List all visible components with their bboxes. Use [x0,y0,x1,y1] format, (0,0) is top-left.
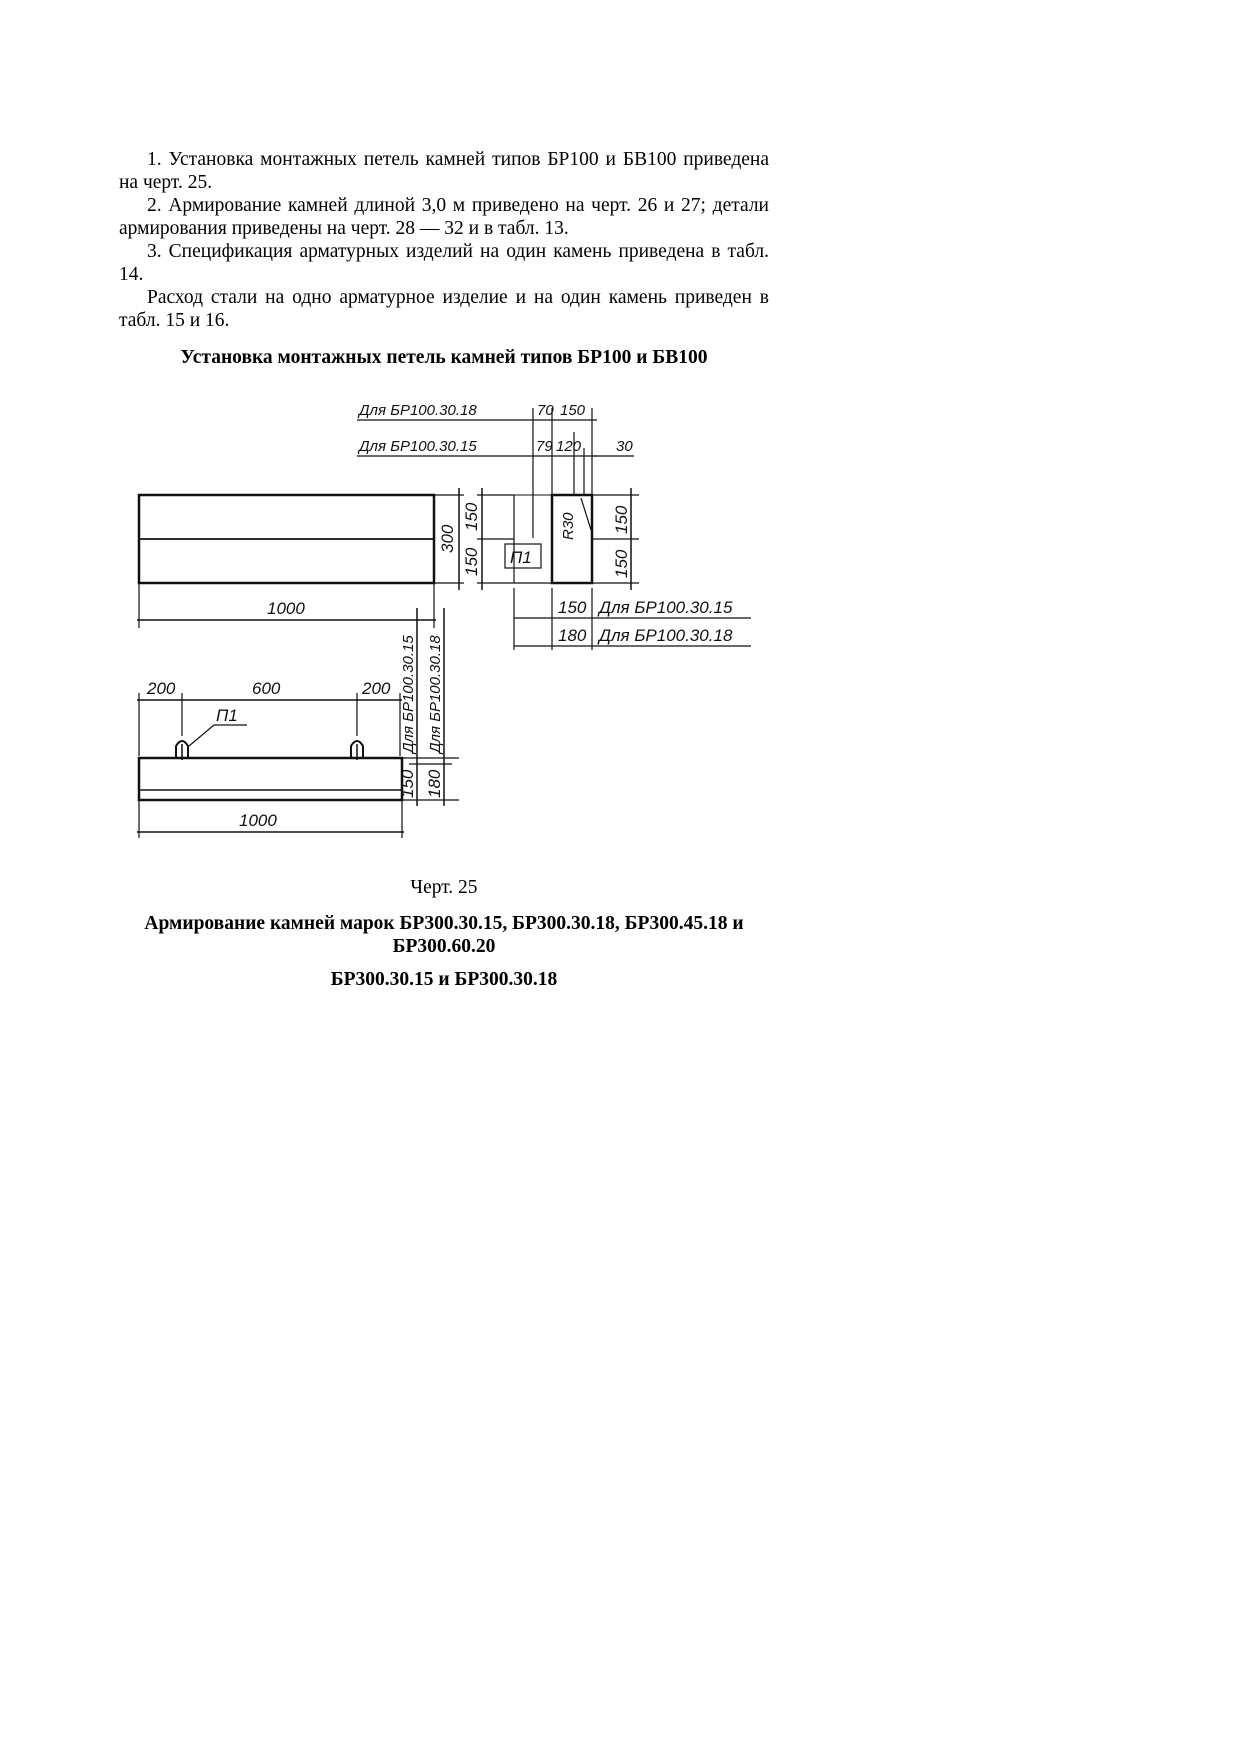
vert-label-18: Для БР100.30.18 [427,635,444,753]
dim-200-right: 200 [362,679,391,698]
dim-200-left: 200 [147,679,176,698]
bottom-label-15: Для БР100.30.15 [599,598,733,617]
dim-79: 79 [536,438,553,455]
dim-1000-top: 1000 [267,599,305,618]
dim-150-top: 150 [560,402,586,419]
subheading: БР300.30.15 и БР300.30.18 [330,969,558,990]
dim-30: 30 [616,438,633,455]
radius-label: R30 [560,512,577,540]
dim-600: 600 [252,679,281,698]
vert-label-15: Для БР100.30.15 [400,635,417,753]
paragraph-3: 3. Спецификация арматурных изделий на один камень приведена в табл. 14. [119,241,769,285]
reinforcement-heading: Армирование камней марок БР300.30.15, БР300.30.18, БР300.45.18 и БР300.60.20 [144,913,744,957]
paragraph-2: 2. Армирование камней длиной 3,0 м приведено на черт. 26 и 27; детали армирования приведены на черт. 28 — 32 и в табл. 13. [119,195,769,239]
dim-300: 300 [438,524,457,553]
bottom-label-18: Для БР100.30.18 [599,626,733,645]
label-p1-front: П1 [216,706,238,725]
block-front-view [139,758,402,800]
technical-drawing [119,388,769,858]
dim-120: 120 [556,438,582,455]
label-p1-section: П1 [510,548,532,567]
dim-150-a: 150 [462,502,481,531]
dim-150-right-b: 150 [612,549,631,578]
dim-150-right-a: 150 [612,505,631,534]
section-heading: Установка монтажных петель камней типов БР100 и БВ100 [180,347,708,368]
figure-caption: Черт. 25 [410,877,478,898]
top-label-15: Для БР100.30.15 [359,438,477,455]
drawing-svg [119,388,769,858]
text-block [119,148,769,369]
dim-70: 70 [537,402,554,419]
paragraph-1: 1. Установка монтажных петель камней типов БР100 и БВ100 приведена на черт. 25. [119,149,769,193]
dim-1000-bottom: 1000 [239,811,277,830]
paragraph-4: Расход стали на одно арматурное изделие и на один камень приведен в табл. 15 и 16. [119,287,769,331]
dim-150-b: 150 [462,547,481,576]
bottom-150: 150 [558,598,587,617]
top-label-18: Для БР100.30.18 [359,402,477,419]
dim-180-front: 180 [425,769,444,798]
bottom-180: 180 [558,626,587,645]
dim-150-front: 150 [398,769,417,798]
